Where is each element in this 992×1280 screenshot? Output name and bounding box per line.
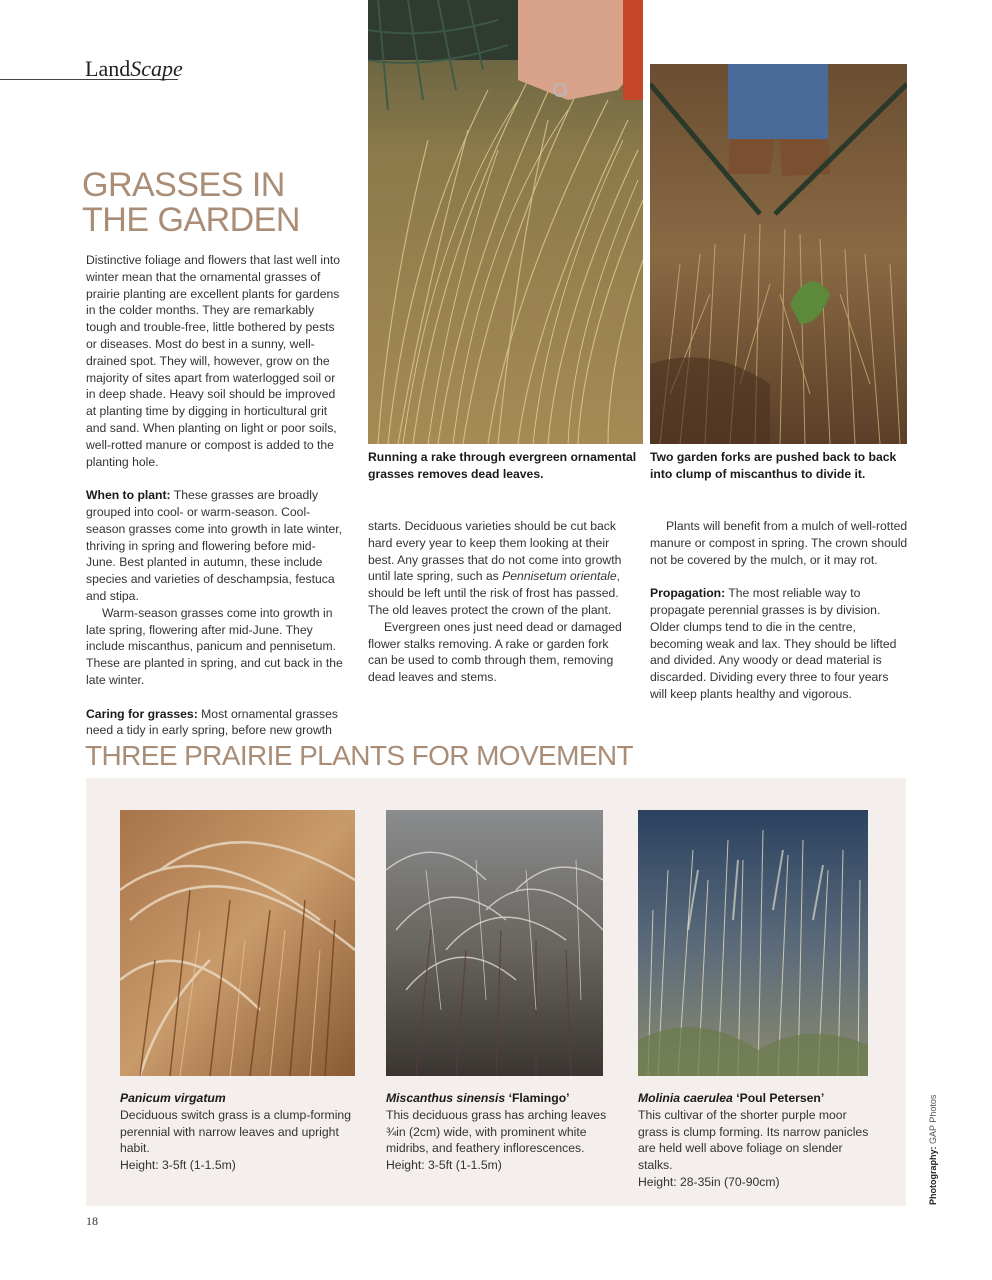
plant-description: This cultivar of the shorter purple moor grass is clump forming. Its narrow panicles are held well above foliage on slender stalks. bbox=[638, 1107, 869, 1173]
section-label: LandScape bbox=[85, 56, 183, 81]
caring-paragraph: Caring for grasses: Most ornamental grasses need a tidy in early spring, before new growth bbox=[86, 706, 338, 738]
plant-item-panicum bbox=[120, 1090, 355, 1174]
rake-photo-caption: Running a rake through evergreen ornamental grasses removes dead leaves. bbox=[368, 450, 637, 481]
photo-credit: Photography: GAP Photos bbox=[928, 1094, 938, 1205]
article-title-line-1: GRASSES IN bbox=[82, 166, 285, 204]
mulch-paragraph: Plants will benefit from a mulch of well-rotted manure or compost in spring. The crown should not be covered by the mulch, or it may rot. bbox=[650, 519, 908, 567]
page-number: 18 bbox=[86, 1214, 98, 1228]
when-to-plant-heading: When to plant: bbox=[86, 488, 171, 503]
plant-name: Panicum virgatum bbox=[120, 1091, 226, 1105]
article-column-3 bbox=[650, 518, 908, 703]
article-title-line-2: THE GARDEN bbox=[82, 201, 300, 239]
intro-paragraph: Distinctive foliage and flowers that last well into winter mean that the ornamental grasses of prairie planting are excellent plants for gardens in the colder months. They are remarkably tough and trouble-free, little bothered by pests or diseases. Most do best in a sunny, well-drained spot. They will, however, grow on the majority of sites apart from waterlogged soil or in deep shade. Heavy soil should be improved at planting time by digging in horticultural grit and sand. When planting on light or poor soils, well-rotted manure or compost is added to the planting hole. bbox=[86, 253, 341, 469]
plant-height: Height: 28-35in (70-90cm) bbox=[638, 1174, 780, 1189]
propagation-paragraph: Propagation: The most reliable way to propagate perennial grasses is by division. Older clumps tend to die in the centre, becoming weak and lax. They should be lifted and divided. Any woody or dead material is discarded. Dividing every three to four years will keep plants healthy and vigorous. bbox=[650, 586, 897, 701]
miscanthus-photo bbox=[386, 810, 603, 1076]
article-column-1 bbox=[86, 252, 344, 739]
panicum-photo bbox=[120, 810, 355, 1076]
molinia-photo bbox=[638, 810, 868, 1076]
caring-heading: Caring for grasses: bbox=[86, 706, 198, 721]
forks-division-photo bbox=[650, 64, 907, 444]
cutback-paragraph: starts. Deciduous varieties should be cut back hard every year to keep them looking at their best. Any grasses that do not come into growth until late spring, such as Pennisetum orientale, should be left until the risk of frost has passed. The old leaves protect the crown of the plant. bbox=[368, 519, 622, 617]
article-title bbox=[82, 168, 362, 238]
plant-item-molinia bbox=[638, 1090, 873, 1191]
plant-height: Height: 3-5ft (1-1.5m) bbox=[386, 1158, 502, 1173]
propagation-heading: Propagation: bbox=[650, 586, 726, 601]
article-column-2 bbox=[368, 518, 630, 686]
plant-description: This deciduous grass has arching leaves ¾in (2cm) wide, with prominent white midribs, and feathery inflorescences. bbox=[386, 1107, 607, 1156]
plant-description: Deciduous switch grass is a clump-forming perennial with narrow leaves and upright habit. bbox=[120, 1107, 351, 1156]
plant-item-miscanthus bbox=[386, 1090, 621, 1174]
plant-name: Miscanthus sinensis ‘Flamingo’ bbox=[386, 1091, 570, 1105]
rake-grass-photo bbox=[368, 0, 643, 444]
evergreen-paragraph: Evergreen ones just need dead or damaged flower stalks removing. A rake or garden fork can be used to comb through them, removing dead leaves and stems. bbox=[368, 619, 622, 685]
plants-section-heading: THREE PRAIRIE PLANTS FOR MOVEMENT bbox=[85, 740, 634, 771]
when-to-plant-paragraph: When to plant: These grasses are broadly grouped into cool- or warm-season. Cool-season grasses come into growth in late winter, thriving in spring and flowering before mid-June. Best planted in autumn, these include species and varieties of deschampsia, festuca and stipa. bbox=[86, 488, 343, 603]
plant-height: Height: 3-5ft (1-1.5m) bbox=[120, 1158, 236, 1173]
plant-name: Molinia caerulea ‘Poul Petersen’ bbox=[638, 1091, 825, 1105]
warm-season-paragraph: Warm-season grasses come into growth in late spring, flowering after mid-June. They include miscanthus, panicum and pennisetum. These are planted in spring, and cut back in the late winter. bbox=[86, 605, 343, 687]
forks-photo-caption: Two garden forks are pushed back to back into clump of miscanthus to divide it. bbox=[650, 450, 897, 481]
